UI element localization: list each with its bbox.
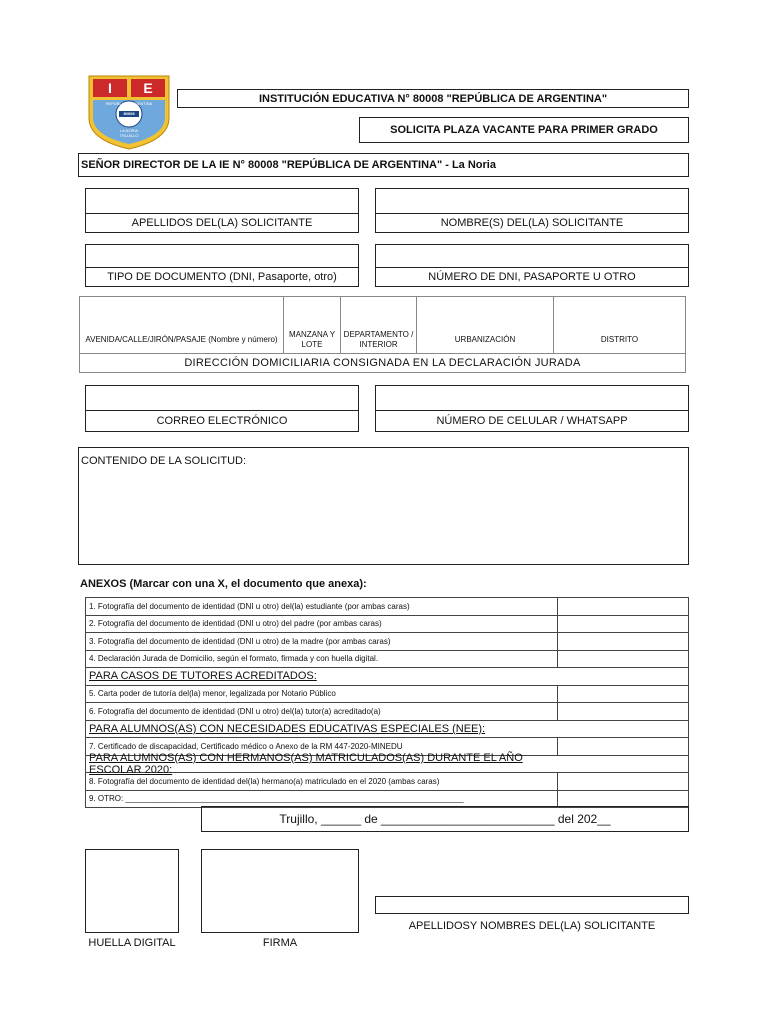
annex-mark-cell[interactable] bbox=[558, 651, 688, 668]
col-urbanization-label: URBANIZACIÓN bbox=[454, 335, 516, 344]
annexes-title: ANEXOS (Marcar con una X, el documento que anexa): bbox=[80, 578, 367, 590]
col-block-label: MANZANA Y LOTE bbox=[288, 330, 336, 349]
phone-input[interactable] bbox=[375, 385, 689, 411]
logo-bottom-text: LA NORIA TRUJILLO bbox=[119, 128, 139, 138]
address-table bbox=[79, 296, 686, 354]
annex-row bbox=[86, 598, 688, 616]
date-line: Trujillo, ______ de __________________________ del 202__ bbox=[201, 806, 689, 832]
school-logo bbox=[86, 74, 172, 150]
address-caption: DIRECCIÓN DOMICILIARIA CONSIGNADA EN LA DECLARACIÓN JURADA bbox=[79, 354, 686, 373]
annex-section-header bbox=[86, 668, 688, 686]
applicant-name-label: APELLIDOSY NOMBRES DEL(LA) SOLICITANTE bbox=[408, 920, 656, 932]
annex-mark-cell bbox=[558, 756, 688, 773]
logo-letter-i: I bbox=[108, 80, 112, 96]
annex-mark-cell[interactable] bbox=[558, 686, 688, 703]
annex-mark-cell[interactable] bbox=[558, 703, 688, 720]
annex-text: 8. Fotografía del documento de identidad del(la) hermano(a) matriculado en el 2020 (ambas caras) bbox=[86, 773, 558, 790]
logo-number: 80008 bbox=[123, 111, 135, 116]
signature-label: FIRMA bbox=[262, 937, 298, 949]
request-title: SOLICITA PLAZA VACANTE PARA PRIMER GRADO bbox=[359, 117, 689, 143]
address-district-cell[interactable] bbox=[554, 297, 685, 353]
email-input[interactable] bbox=[85, 385, 359, 411]
address-street-cell[interactable] bbox=[80, 297, 284, 353]
annex-text: 6. Fotografía del documento de identidad (DNI u otro) del(la) tutor(a) acreditado(a) bbox=[86, 703, 558, 720]
annex-text: PARA ALUMNOS(AS) CON NECESIDADES EDUCATIVAS ESPECIALES (NEE): bbox=[89, 722, 486, 735]
annex-section-header bbox=[86, 751, 688, 776]
annex-text: 2. Fotografía del documento de identidad (DNI u otro) del padre (por ambas caras) bbox=[86, 616, 558, 633]
fingerprint-box[interactable] bbox=[85, 849, 179, 933]
annex-mark-cell bbox=[558, 721, 688, 738]
annex-text: 5. Carta poder de tutoría del(la) menor, legalizada por Notario Público bbox=[86, 686, 558, 703]
annex-mark-cell[interactable] bbox=[558, 773, 688, 790]
request-content-box[interactable] bbox=[78, 447, 689, 565]
annex-text: 7. Certificado de discapacidad, Certificado médico o Anexo de la RM 447-2020-MINEDU bbox=[86, 738, 558, 755]
col-street-label: AVENIDA/CALLE/JIRÓN/PASAJE (Nombre y número) bbox=[85, 335, 278, 344]
fingerprint-label: HUELLA DIGITAL bbox=[88, 937, 176, 949]
annex-row bbox=[86, 651, 688, 669]
doc-number-input[interactable] bbox=[375, 244, 689, 268]
annex-row bbox=[86, 703, 688, 721]
phone-label: NÚMERO DE CELULAR / WHATSAPP bbox=[375, 410, 689, 432]
names-input[interactable] bbox=[375, 188, 689, 214]
annex-row bbox=[86, 616, 688, 634]
annex-section-header bbox=[86, 721, 688, 739]
annex-text: 1. Fotografía del documento de identidad (DNI u otro) del(la) estudiante (por ambas caras) bbox=[86, 598, 558, 615]
annex-mark-cell[interactable] bbox=[558, 598, 688, 615]
address-urbanization-cell[interactable] bbox=[417, 297, 554, 353]
request-content-label: CONTENIDO DE LA SOLICITUD: bbox=[81, 455, 247, 467]
doc-type-input[interactable] bbox=[85, 244, 359, 268]
col-district-label: DISTRITO bbox=[600, 335, 639, 344]
surnames-input[interactable] bbox=[85, 188, 359, 214]
annex-mark-cell[interactable] bbox=[558, 791, 688, 808]
annexes-table bbox=[85, 597, 689, 808]
doc-type-label: TIPO DE DOCUMENTO (DNI, Pasaporte, otro) bbox=[85, 267, 359, 287]
annex-text: 4. Declaración Jurada de Domicilio, según el formato, firmada y con huella digital. bbox=[86, 651, 558, 668]
address-block-cell[interactable] bbox=[284, 297, 341, 353]
logo-letter-e: E bbox=[143, 80, 153, 96]
address-department-cell[interactable] bbox=[341, 297, 417, 353]
email-label: CORREO ELECTRÓNICO bbox=[85, 410, 359, 432]
annex-mark-cell[interactable] bbox=[558, 616, 688, 633]
annex-mark-cell[interactable] bbox=[558, 738, 688, 755]
logo-arc-text: REPÚBLICA ARGENTINA bbox=[105, 101, 153, 106]
annex-mark-cell[interactable] bbox=[558, 633, 688, 650]
annex-mark-cell bbox=[558, 668, 688, 685]
annex-text: 3. Fotografía del documento de identidad (DNI u otro) de la madre (por ambas caras) bbox=[86, 633, 558, 650]
col-department-label: DEPARTAMENTO / INTERIOR bbox=[343, 330, 414, 349]
annex-row bbox=[86, 773, 688, 791]
signature-box[interactable] bbox=[201, 849, 359, 933]
annex-row bbox=[86, 686, 688, 704]
surnames-label: APELLIDOS DEL(LA) SOLICITANTE bbox=[85, 213, 359, 233]
names-label: NOMBRE(S) DEL(LA) SOLICITANTE bbox=[375, 213, 689, 233]
doc-number-label: NÚMERO DE DNI, PASAPORTE U OTRO bbox=[375, 267, 689, 287]
addressee-line: SEÑOR DIRECTOR DE LA IE N° 80008 "REPÚBLICA DE ARGENTINA" - La Noria bbox=[78, 153, 689, 177]
annex-row bbox=[86, 633, 688, 651]
annex-text: PARA CASOS DE TUTORES ACREDITADOS: bbox=[89, 670, 317, 683]
applicant-name-input[interactable] bbox=[375, 896, 689, 914]
annex-text: PARA ALUMNOS(AS) CON HERMANOS(AS) MATRICULADOS(AS) DURANTE EL AÑO ESCOLAR 2020: bbox=[89, 751, 523, 776]
annex-text: 9. OTRO: ____________________________________________________________________________ bbox=[86, 791, 558, 808]
institution-title: INSTITUCIÓN EDUCATIVA N° 80008 "REPÚBLICA DE ARGENTINA" bbox=[177, 89, 689, 108]
